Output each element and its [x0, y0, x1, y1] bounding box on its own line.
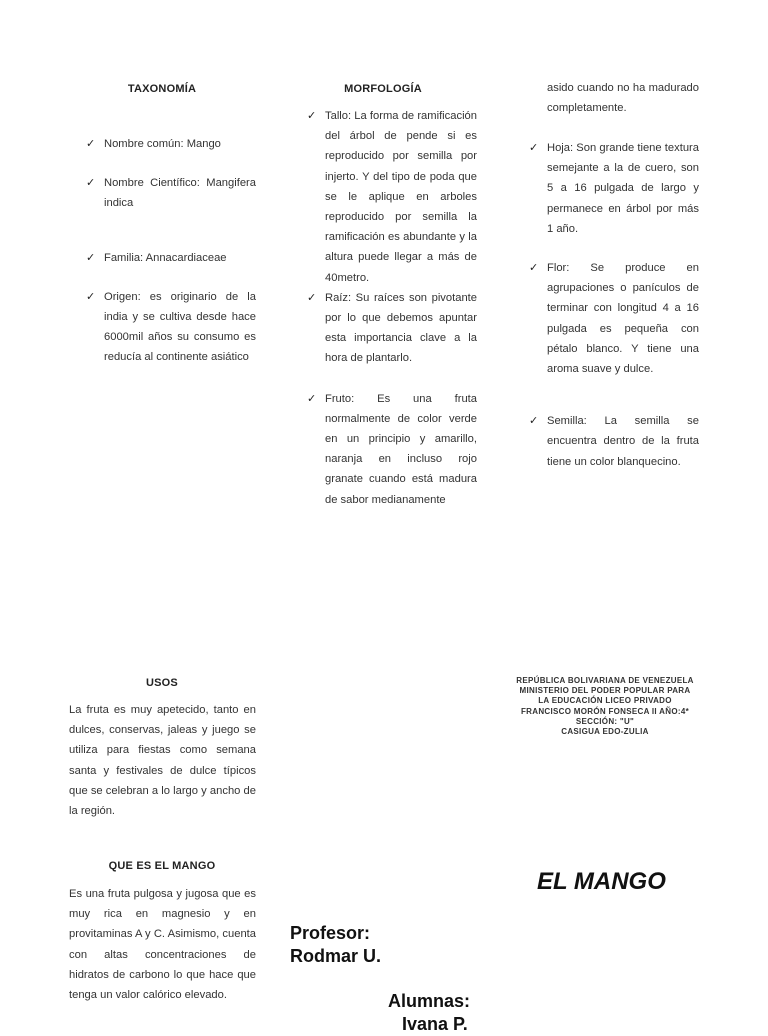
check-icon: ✓	[86, 138, 96, 150]
que-es-text: Es una fruta pulgosa y jugosa que es muy rica en magnesio y en provitaminas A y C. Asimismo, cuenta con altas concentraciones de hidratos de carbono lo que hace que tenga un valor calórico elevado.	[69, 888, 256, 1002]
morfologia-list	[307, 106, 477, 510]
profesor-label: Profesor:	[290, 923, 371, 943]
list-item: ✓ Familia: Annacardiaceae	[86, 248, 256, 268]
institution-line: REPÚBLICA BOLIVARIANA DE VENEZUELA	[516, 676, 694, 685]
institution-block	[495, 676, 715, 737]
list-item: ✓ Flor: Se produce en agrupaciones o panículos de terminar con longitud 4 a 16 pulgada es pequeña con pétalo blanco. Y tiene una aroma suave y dulce.	[529, 258, 699, 379]
morfologia-heading: MORFOLOGÍA	[344, 83, 422, 95]
check-icon: ✓	[529, 262, 539, 275]
check-icon: ✓	[86, 177, 96, 190]
institution-line: CASIGUA EDO-ZULIA	[561, 727, 649, 737]
institution-line: SECCIÓN: "U"	[575, 716, 635, 726]
list-item: ✓ Hoja: Son grande tiene textura semejante a la de cuero, son 5 a 16 pulgada de largo y permanece en árbol por más 1 año.	[529, 138, 699, 239]
check-icon: ✓	[307, 291, 317, 304]
morfologia-list-continued	[529, 138, 699, 472]
institution-line: FRANCISCO MORÓN FONSECA II AÑO:4*	[521, 706, 689, 716]
taxonomia-heading: TAXONOMÍA	[127, 83, 197, 95]
document-title: EL MANGO	[537, 868, 666, 895]
list-item: ✓ Raíz: Su raíces son pivotante por lo que debemos apuntar esta importancia clave a la hora de plantarlo.	[307, 288, 477, 369]
check-icon: ✓	[307, 110, 317, 122]
list-item: ✓ Nombre común: Mango	[86, 134, 256, 154]
fruto-continuation: asido cuando no ha madurado completamente.	[547, 82, 699, 115]
alumnas-label: Alumnas:	[388, 991, 471, 1011]
usos-heading: USOS	[146, 677, 178, 689]
institution-line: MINISTERIO DEL PODER POPULAR PARA	[519, 686, 691, 696]
check-icon: ✓	[86, 251, 96, 264]
list-item: ✓ Nombre Científico: Mangifera indica	[86, 173, 256, 213]
institution-line: LA EDUCACIÓN LICEO PRIVADO	[538, 696, 672, 706]
check-icon: ✓	[86, 290, 96, 303]
profesor-name: Rodmar U.	[290, 946, 382, 966]
alumnas-block	[388, 990, 470, 1036]
list-item: ✓ Fruto: Es una fruta normalmente de color verde en un principio y amarillo, naranja en incluso rojo granate cuando está madura de sabor medianamente	[307, 389, 477, 510]
list-item: ✓ Tallo: La forma de ramificación del árbol de pende si es reproducido por semilla por injerto. Y del tipo de poda que se le aplique en arboles reproducido por semilla la ramificación es abundante y la altura puede llegar a más de 40metro.	[307, 106, 477, 288]
list-item: ✓ Semilla: La semilla se encuentra dentro de la fruta tiene un color blanquecino.	[529, 411, 699, 472]
alumna-name: Ivana P.	[402, 1014, 468, 1034]
profesor-block	[290, 922, 381, 968]
check-icon: ✓	[529, 142, 539, 154]
usos-text: La fruta es muy apetecido, tanto en dulces, conservas, jaleas y juego se utiliza para fiestas como semana santa y festivales de dulce típicos que se celebran a lo largo y ancho de la región.	[69, 704, 256, 818]
check-icon: ✓	[307, 392, 317, 405]
que-es-heading: QUE ES EL MANGO	[108, 860, 216, 872]
list-item: ✓ Origen: es originario de la india y se cultiva desde hace 6000mil años su consumo es reducía al continente asiático	[86, 287, 256, 368]
check-icon: ✓	[529, 415, 539, 428]
taxonomia-list	[86, 134, 256, 368]
